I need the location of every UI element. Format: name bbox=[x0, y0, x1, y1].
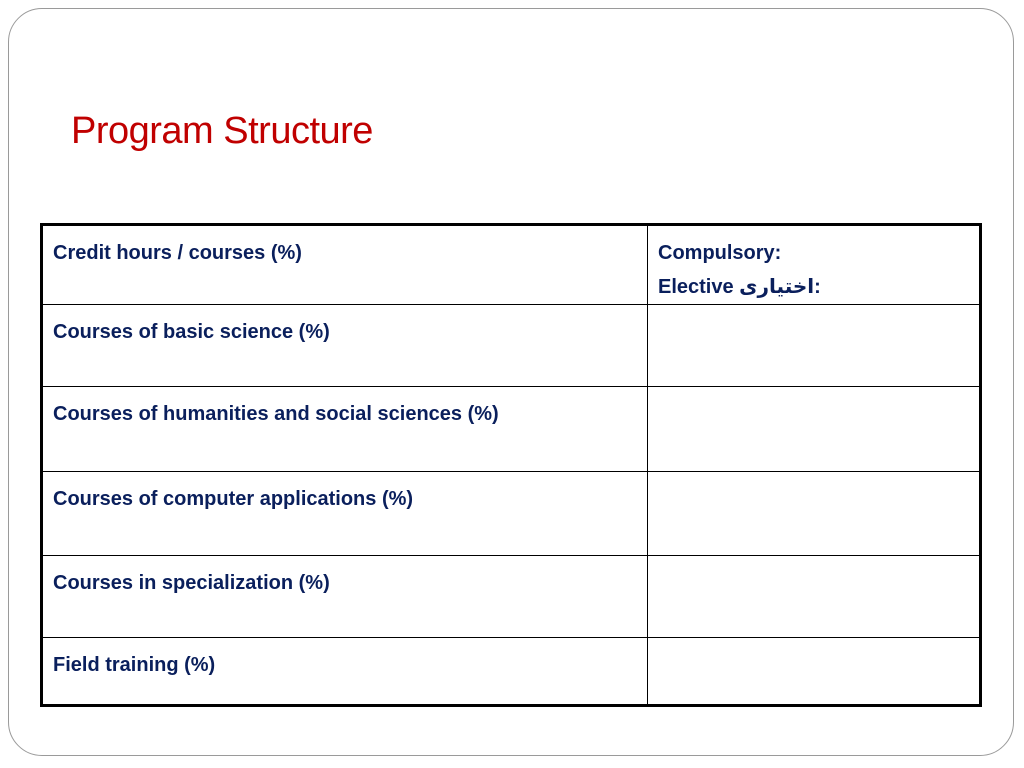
row-value-cell bbox=[648, 387, 981, 472]
row-label-computer-applications: Courses of computer applications (%) bbox=[53, 488, 414, 510]
header-value-cell bbox=[648, 225, 981, 305]
elective-label: Elective bbox=[658, 276, 734, 298]
row-value-cell bbox=[648, 556, 981, 638]
row-label-specialization: Courses in specialization (%) bbox=[53, 572, 330, 594]
table-row bbox=[42, 387, 981, 472]
table-row bbox=[42, 556, 981, 638]
row-label-cell bbox=[42, 305, 648, 387]
row-label-cell bbox=[42, 638, 648, 706]
row-label-cell bbox=[42, 556, 648, 638]
header-label: Credit hours / courses (%) bbox=[53, 242, 302, 264]
row-value-cell bbox=[648, 638, 981, 706]
table-row bbox=[42, 638, 981, 706]
row-label-field-training: Field training (%) bbox=[53, 654, 216, 676]
row-value-cell bbox=[648, 472, 981, 556]
row-label-humanities: Courses of humanities and social sciences (%) bbox=[53, 403, 499, 425]
elective-colon: : bbox=[814, 276, 821, 298]
elective-persian-label: اختیاری bbox=[739, 276, 815, 298]
row-label-basic-science: Courses of basic science (%) bbox=[53, 321, 330, 343]
slide-title: Program Structure bbox=[71, 110, 373, 152]
header-label-cell bbox=[42, 225, 648, 305]
table-header-row bbox=[42, 225, 981, 305]
row-value-cell bbox=[648, 305, 981, 387]
table-row bbox=[42, 472, 981, 556]
table-row bbox=[42, 305, 981, 387]
slide-frame bbox=[8, 8, 1014, 756]
compulsory-label: Compulsory: bbox=[658, 242, 782, 264]
row-label-cell bbox=[42, 387, 648, 472]
elective-line bbox=[658, 270, 969, 304]
program-structure-table bbox=[40, 223, 982, 707]
row-label-cell bbox=[42, 472, 648, 556]
